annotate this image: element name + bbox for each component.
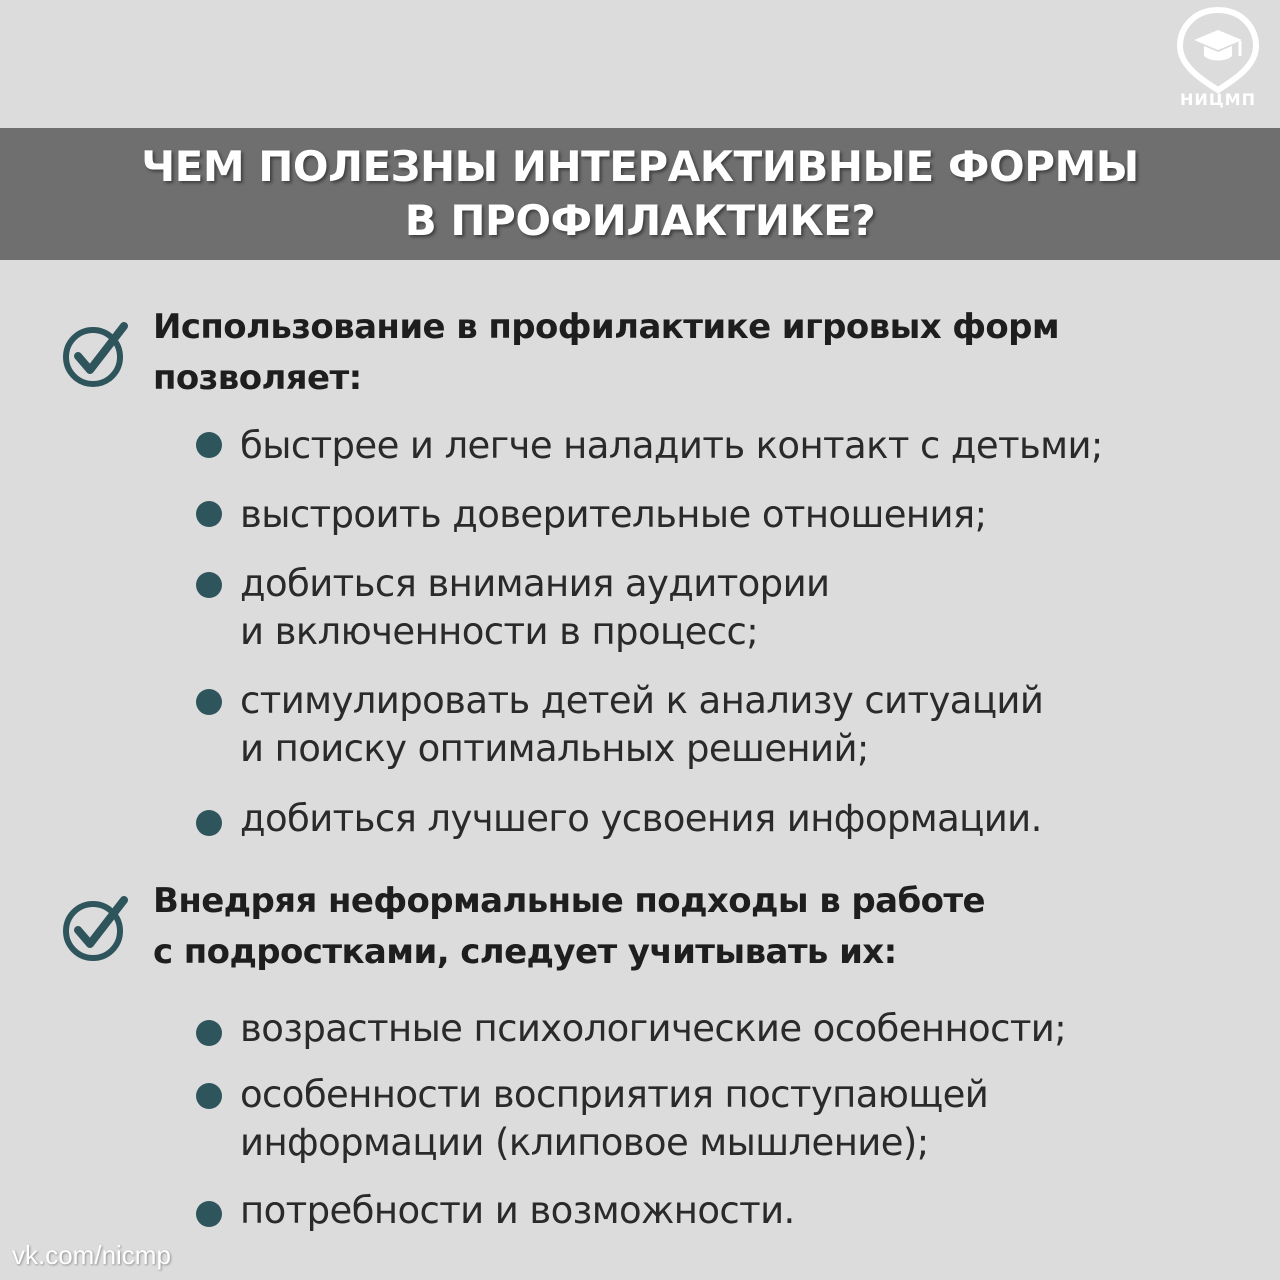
list-item-line: возрастные психологические особенности; (240, 1007, 1067, 1050)
list-item-text (240, 422, 1103, 470)
bullet-dot (196, 1083, 222, 1109)
list-item-line: выстроить доверительные отношения; (240, 493, 987, 536)
banner-title-line-2: В ПРОФИЛАКТИКЕ? (404, 196, 876, 245)
logo (1166, 4, 1270, 112)
list-item-line: и включенности в процесс; (240, 610, 759, 653)
list-item-text (240, 491, 986, 539)
list-item-text (240, 1187, 795, 1235)
section-heading-line-1: Использование в профилактике игровых форм (153, 307, 1060, 347)
list-item-line: быстрее и легче наладить контакт с детьми; (240, 424, 1103, 467)
bullet-dot (196, 501, 222, 527)
list-item-line: особенности восприятия поступающей (240, 1073, 989, 1116)
list-item-text (240, 560, 829, 656)
list-item-line: добиться лучшего усвоения информации. (240, 797, 1042, 840)
list-item-text (240, 795, 1042, 843)
section-heading-line-2: с подростками, следует учитывать их: (153, 932, 897, 972)
list-item-text (240, 1005, 1066, 1053)
list-item-text (240, 1071, 988, 1167)
checkmark-circle-icon (62, 320, 130, 388)
bullet-dot (196, 1020, 222, 1046)
list-item-line: информации (клиповое мышление); (240, 1121, 929, 1164)
list-item-line: добиться внимания аудитории (240, 562, 830, 605)
graduation-cap-map-pin-icon (1166, 4, 1270, 94)
bullet-dot (196, 572, 222, 598)
checkmark-circle-icon (62, 894, 130, 962)
list-item-text (240, 677, 1043, 773)
banner-title-line-1: ЧЕМ ПОЛЕЗНЫ ИНТЕРАКТИВНЫЕ ФОРМЫ (141, 142, 1139, 191)
section-heading (153, 302, 1193, 404)
bullet-dot (196, 1201, 222, 1227)
bullet-dot (196, 810, 222, 836)
bullet-dot (196, 432, 222, 458)
footer-link-text: vk.com/nicmp (12, 1240, 171, 1270)
section-heading (153, 876, 1193, 978)
logo-text: НИЦМП (1180, 90, 1256, 109)
list-item-line: и поиску оптимальных решений; (240, 727, 869, 770)
list-item-line: стимулировать детей к анализу ситуаций (240, 679, 1044, 722)
section-heading-line-1: Внедряя неформальные подходы в работе (153, 881, 985, 921)
section-heading-line-2: позволяет: (153, 358, 362, 398)
list-item-line: потребности и возможности. (240, 1189, 795, 1232)
title-banner (0, 128, 1280, 260)
bullet-dot (196, 689, 222, 715)
